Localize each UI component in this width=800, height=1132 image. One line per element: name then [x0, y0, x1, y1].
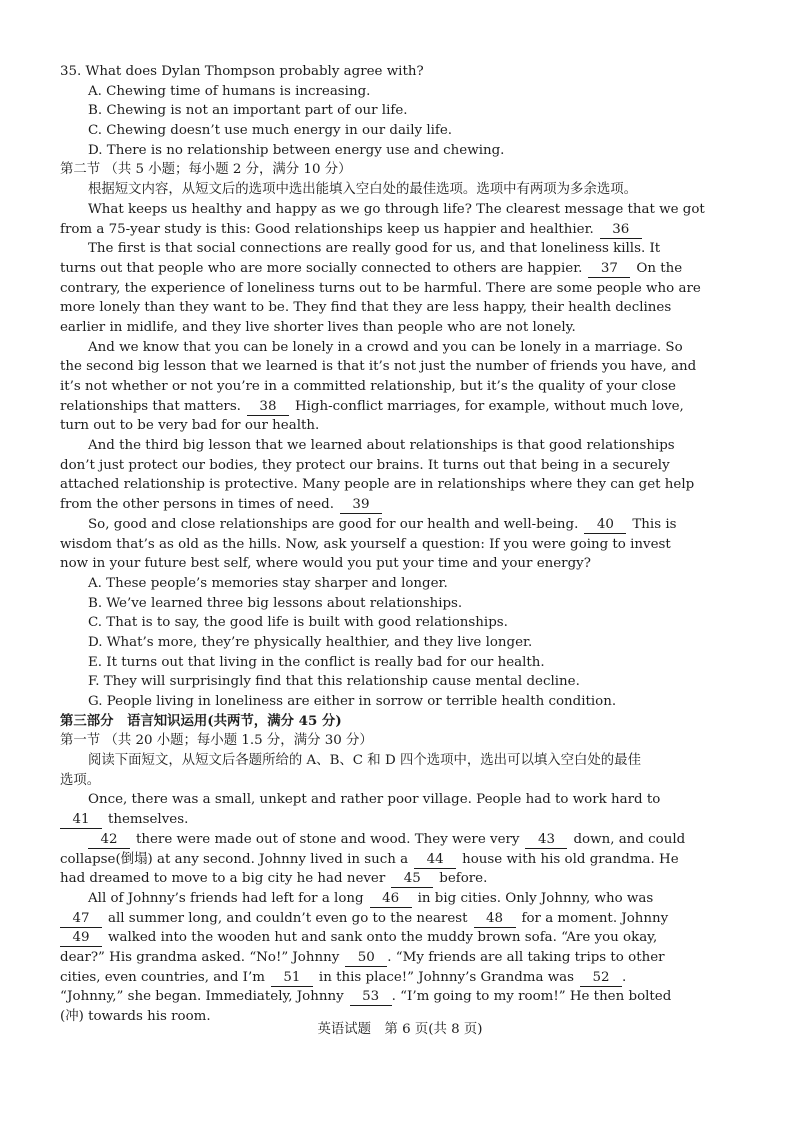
- blank-43: 43: [525, 832, 567, 849]
- cloze-line: [0, 987, 800, 1007]
- cloze-text: Once, there was a small, unkept and rather poor village. People had to work hard to: [88, 792, 661, 808]
- cloze-line: [0, 790, 800, 810]
- cloze-text: in this place!” Johnny’s Grandma was: [318, 969, 575, 985]
- part-3-heading: 第三部分 语言知识运用(共两节，满分 45 分): [60, 712, 342, 729]
- part-3-instruction: 阅读下面短文，从短文后各题所给的 A、B、C 和 D 四个选项中，选出可以填入空白处的最佳: [88, 753, 641, 769]
- passage-line: [0, 259, 800, 279]
- passage-text: relationships that matters.: [60, 398, 241, 414]
- part-3-instruction-cont: 选项。: [60, 772, 101, 788]
- blank-50: 50: [345, 950, 387, 967]
- cloze-line: [0, 889, 800, 909]
- cloze-text: themselves.: [108, 812, 189, 828]
- blank-53: 53: [350, 989, 392, 1006]
- cloze-line: [0, 928, 800, 948]
- blank-45: 45: [391, 871, 433, 888]
- cloze-text: . “My friends are all taking trips to other: [387, 949, 665, 965]
- passage-text: So, good and close relationships are good for our health and well-being.: [88, 516, 579, 532]
- cloze-text: “Johnny,” she began. Immediately, Johnny: [60, 989, 344, 1005]
- blank-47: 47: [60, 911, 102, 928]
- blank-40: 40: [584, 517, 626, 534]
- passage-text: turn out to be very bad for our health.: [60, 418, 320, 434]
- passage-text: turns out that people who are more socially connected to others are happier.: [60, 260, 583, 276]
- cloze-text: dear?” His grandma asked. “No!” Johnny: [60, 949, 340, 965]
- passage-line: [0, 239, 800, 259]
- cloze-line: [0, 909, 800, 929]
- passage-line: [0, 298, 800, 318]
- section-2-option-c: C. That is to say, the good life is built with good relationships.: [88, 615, 508, 631]
- cloze-text: all summer long, and couldn’t even go to the nearest: [108, 910, 468, 926]
- passage-line: [0, 416, 800, 436]
- cloze-line: [0, 830, 800, 850]
- cloze-text: All of Johnny’s friends had left for a long: [88, 890, 364, 906]
- passage-text: And we know that you can be lonely in a crowd and you can be lonely in a marriage. So: [88, 339, 683, 355]
- section-2-option-e: E. It turns out that living in the conflict is really bad for our health.: [88, 654, 545, 670]
- passage-line: [0, 318, 800, 338]
- passage-line: [0, 377, 800, 397]
- cloze-text: in big cities. Only Johnny, who was: [417, 890, 654, 906]
- passage-text: more lonely than they want to be. They find that they are less happy, their health declines: [60, 300, 672, 316]
- passage-text: The first is that social connections are really good for us, and that loneliness kills. It: [88, 241, 661, 257]
- passage-line: [0, 554, 800, 574]
- blank-46: 46: [370, 891, 412, 908]
- blank-39: 39: [340, 497, 382, 514]
- cloze-text: cities, even countries, and I’m: [60, 969, 265, 985]
- passage-text: now in your future best self, where would you put your time and your energy?: [60, 556, 591, 572]
- cloze-text: before.: [439, 871, 488, 887]
- passage-line: [0, 397, 800, 417]
- section-2-option-a: A. These people’s memories stay sharper and longer.: [88, 575, 448, 591]
- cloze-text: walked into the wooden hut and sank onto the muddy brown sofa. “Are you okay,: [108, 930, 658, 946]
- exam-page: [0, 62, 800, 1027]
- passage-line: [0, 200, 800, 220]
- passage-line: [0, 495, 800, 515]
- cloze-text: had dreamed to move to a big city he had never: [60, 871, 386, 887]
- q35-option-b: B. Chewing is not an important part of our life.: [88, 103, 408, 119]
- passage-line: [0, 456, 800, 476]
- cloze-line: [0, 850, 800, 870]
- passage-text: This is: [632, 516, 677, 532]
- cloze-line: [0, 869, 800, 889]
- cloze-line: [0, 968, 800, 988]
- cloze-text: down, and could: [573, 831, 686, 847]
- blank-49: 49: [60, 930, 102, 947]
- blank-36: 36: [600, 222, 642, 239]
- passage-line: [0, 436, 800, 456]
- passage-text: contrary, the experience of loneliness turns out to be harmful. There are some people who are: [60, 280, 701, 296]
- blank-42: 42: [88, 832, 130, 849]
- passage-text: from a 75-year study is this: Good relationships keep us happier and healthier.: [60, 221, 594, 237]
- passage-text: it’s not whether or not you’re in a committed relationship, but it’s the quality of your close: [60, 379, 676, 394]
- blank-41: 41: [60, 812, 102, 829]
- section-2-option-b: B. We’ve learned three big lessons about relationships.: [88, 595, 463, 611]
- passage-text: What keeps us healthy and happy as we go through life? The clearest message that we got: [88, 201, 705, 217]
- passage-line: [0, 515, 800, 535]
- passage-line: [0, 279, 800, 299]
- section-2-option-d: D. What’s more, they’re physically healthier, and they live longer.: [88, 634, 533, 650]
- section-2-heading: 第二节 （共 5 小题；每小题 2 分，满分 10 分）: [60, 162, 352, 178]
- section-2-option-f: F. They will surprisingly find that this relationship cause mental decline.: [88, 674, 580, 690]
- passage-line: [0, 357, 800, 377]
- cloze-text: collapse(倒塌) at any second. Johnny lived in such a: [60, 851, 409, 867]
- blank-37: 37: [588, 261, 630, 278]
- cloze-text: for a moment. Johnny: [521, 910, 669, 926]
- page-footer: 英语试题 第 6 页(共 8 页): [317, 1022, 483, 1037]
- passage-line: [0, 338, 800, 358]
- section-2-option-g: G. People living in loneliness are either in sorrow or terrible health condition.: [88, 694, 617, 709]
- passage-text: earlier in midlife, and they live shorter lives than people who are not lonely.: [60, 319, 576, 335]
- passage-line: [0, 475, 800, 495]
- cloze-text: .: [622, 969, 627, 985]
- blank-44: 44: [414, 852, 456, 869]
- section-2-instruction: 根据短文内容，从短文后的选项中选出能填入空白处的最佳选项。选项中有两项为多余选项。: [88, 182, 638, 198]
- blank-52: 52: [580, 970, 622, 987]
- passage-line: [0, 220, 800, 240]
- cloze-line: [0, 810, 800, 830]
- question-35-stem: 35. What does Dylan Thompson probably agree with?: [60, 64, 424, 79]
- passage-text: High-conflict marriages, for example, without much love,: [294, 398, 684, 414]
- passage-text: On the: [636, 260, 683, 276]
- passage-text: the second big lesson that we learned is that it’s not just the number of friends you have, and: [60, 359, 697, 375]
- passage-line: [0, 535, 800, 555]
- cloze-line: [0, 948, 800, 968]
- blank-48: 48: [474, 911, 516, 928]
- blank-38: 38: [247, 399, 289, 416]
- cloze-text: house with his old grandma. He: [462, 851, 679, 867]
- cloze-text: (冲) towards his room.: [60, 1009, 211, 1024]
- cloze-text: there were made out of stone and wood. They were very: [136, 831, 520, 847]
- passage-text: And the third big lesson that we learned about relationships is that good relationships: [88, 438, 675, 454]
- cloze-text: . “I’m going to my room!” He then bolted: [391, 989, 672, 1005]
- q35-option-a: A. Chewing time of humans is increasing.: [88, 83, 371, 99]
- q35-option-d: D. There is no relationship between energy use and chewing.: [88, 142, 505, 158]
- part-3-section-1-heading: 第一节 （共 20 小题；每小题 1.5 分，满分 30 分）: [60, 733, 373, 749]
- passage-text: wisdom that’s as old as the hills. Now, ask yourself a question: If you were going to invest: [60, 536, 671, 552]
- passage-text: attached relationship is protective. Many people are in relationships where they can get help: [60, 477, 695, 493]
- passage-text: from the other persons in times of need.: [60, 497, 334, 513]
- blank-51: 51: [271, 970, 313, 987]
- passage-text: don’t just protect our bodies, they protect our brains. It turns out that being in a securely: [60, 457, 670, 473]
- q35-option-c: C. Chewing doesn’t use much energy in our daily life.: [88, 123, 453, 139]
